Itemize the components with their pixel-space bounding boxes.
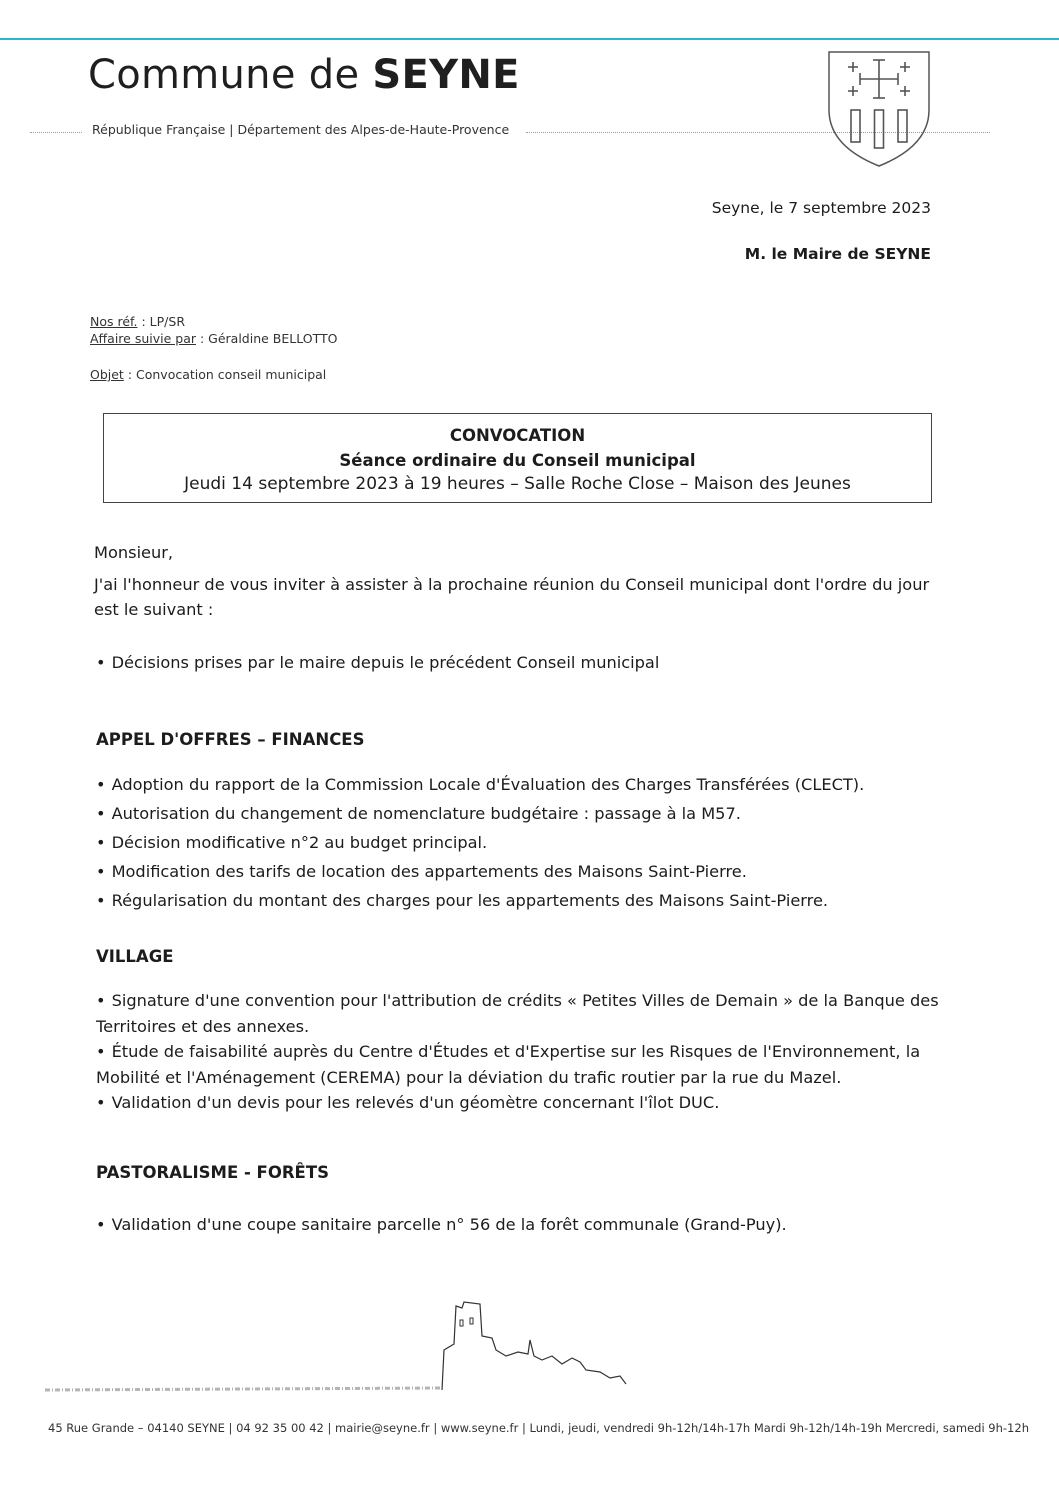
item-text: Régularisation du montant des charges pour les appartements des Maisons Saint-Pierre. (111, 891, 829, 910)
item-text: Étude de faisabilité auprès du Centre d'Études et d'Expertise sur les Risques de l'Environnement, la Mobilité et l'Aménagement (CEREMA) pour la déviation du trafic routier par la rue du Mazel. (96, 1042, 921, 1087)
suivi-label: Affaire suivie par (90, 331, 196, 346)
convocation-details: Jeudi 14 septembre 2023 à 19 heures – Salle Roche Close – Maison des Jeunes (184, 474, 851, 494)
header-subtitle: République Française | Département des Alpes-de-Haute-Provence (92, 122, 510, 137)
list-item (96, 828, 946, 857)
bullet-marker: • (96, 775, 106, 794)
ref-line (90, 313, 338, 330)
suivi-value: : Géraldine BELLOTTO (196, 331, 338, 346)
ref-value: : LP/SR (137, 314, 186, 329)
village-list (96, 988, 946, 1116)
item-text: Signature d'une convention pour l'attribution de crédits « Petites Villes de Demain » de la Banque des Territoires et des annexes. (96, 991, 939, 1036)
ref-label: Nos réf. (90, 314, 138, 329)
commune-title: Commune de SEYNE (88, 52, 520, 98)
bullet-marker: • (96, 991, 106, 1010)
list-item (96, 648, 946, 677)
coat-of-arms-icon (823, 48, 935, 170)
section-heading-pastoralisme: PASTORALISME - FORÊTS (96, 1163, 329, 1182)
intro-paragraph (94, 572, 929, 622)
list-item (96, 988, 946, 1039)
list-item (96, 799, 946, 828)
date-line: Seyne, le 7 septembre 2023 (711, 199, 931, 217)
bullet-marker: • (96, 833, 106, 852)
item-text: Décision modificative n°2 au budget principal. (111, 833, 488, 852)
intro-line-1: J'ai l'honneur de vous inviter à assister à la prochaine réunion du Conseil municipal dont l'ordre du jour (94, 575, 930, 594)
item-text: Modification des tarifs de location des appartements des Maisons Saint-Pierre. (111, 862, 747, 881)
salutation: Monsieur, (94, 543, 174, 562)
bullet-marker: • (96, 862, 106, 881)
divider-left (30, 132, 82, 133)
list-item (96, 1210, 946, 1239)
intro-line-2: est le suivant : (94, 600, 214, 619)
list-item (96, 1039, 946, 1090)
item-text: Décisions prises par le maire depuis le précédent Conseil municipal (111, 653, 660, 672)
section-heading-village: VILLAGE (96, 947, 174, 966)
first-item-list (96, 648, 946, 677)
item-text: Validation d'une coupe sanitaire parcelle n° 56 de la forêt communale (Grand-Puy). (111, 1215, 787, 1234)
convocation-subtitle: Séance ordinaire du Conseil municipal (339, 451, 696, 470)
footer-contact: 45 Rue Grande – 04140 SEYNE | 04 92 35 00 42 | mairie@seyne.fr | www.seyne.fr | Lundi, jeudi, vendredi 9h-12h/14h-17h Mardi 9h-12h/14h-19h Mercredi, samedi 9h-12h (48, 1421, 1029, 1435)
commune-name: SEYNE (372, 52, 520, 98)
pastoralisme-list (96, 1210, 946, 1239)
list-item (96, 886, 946, 915)
bullet-marker: • (96, 1215, 106, 1234)
suivi-line (90, 330, 338, 347)
signer: M. le Maire de SEYNE (744, 245, 931, 263)
item-text: Validation d'un devis pour les relevés d'un géomètre concernant l'îlot DUC. (111, 1093, 720, 1112)
item-text: Adoption du rapport de la Commission Locale d'Évaluation des Charges Transférées (CLECT). (111, 775, 865, 794)
bullet-marker: • (96, 653, 106, 672)
objet-value: : Convocation conseil municipal (123, 367, 327, 382)
top-accent-line (0, 38, 1059, 40)
list-item (96, 1090, 946, 1116)
convocation-box (103, 413, 932, 503)
finances-list (96, 770, 946, 915)
section-heading-finances: APPEL D'OFFRES – FINANCES (96, 730, 365, 749)
item-text: Autorisation du changement de nomenclature budgétaire : passage à la M57. (111, 804, 741, 823)
convocation-title: CONVOCATION (449, 426, 586, 445)
village-skyline-illustration (30, 1298, 630, 1398)
objet-line (90, 366, 338, 383)
bullet-marker: • (96, 1093, 106, 1112)
objet-label: Objet (90, 367, 124, 382)
bullet-marker: • (96, 804, 106, 823)
references-block (90, 313, 338, 383)
bullet-marker: • (96, 891, 106, 910)
list-item (96, 770, 946, 799)
list-item (96, 857, 946, 886)
bullet-marker: • (96, 1042, 106, 1061)
